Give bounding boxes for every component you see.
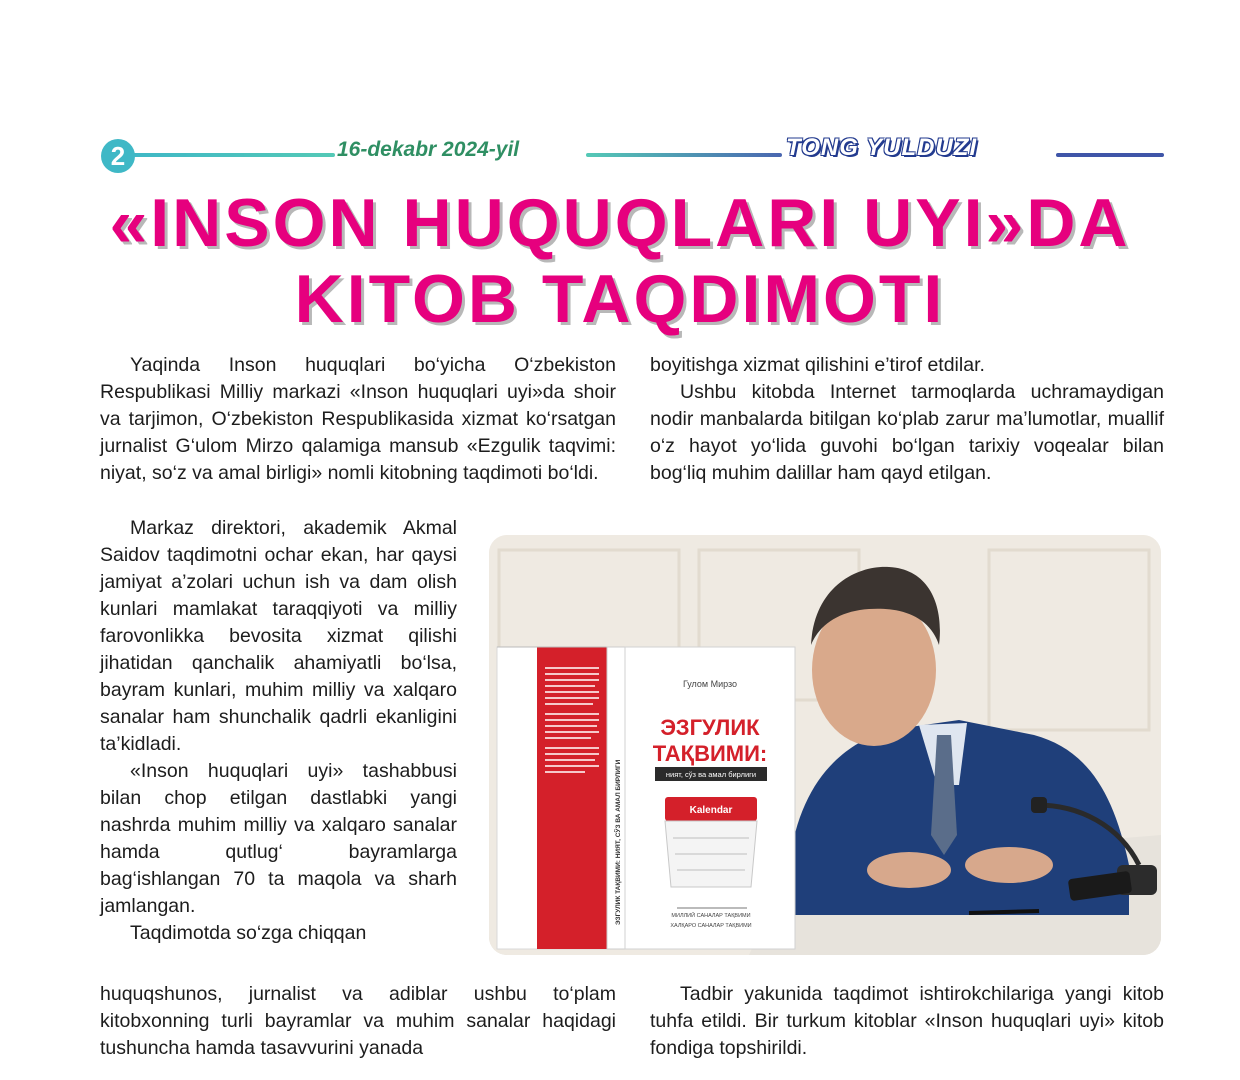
article-paragraph: boyitishga xizmat qilishini e’tirof etdilar.	[650, 354, 985, 376]
newspaper-masthead: TONG YULDUZI	[786, 134, 978, 161]
book-calendar-label: Kalendar	[689, 805, 733, 816]
article-paragraph: Markaz direktori, akademik Akmal Saidov taqdimotni ochar ekan, har qaysi jamiyat a’zolari uchun ish va dam olish kunlari mamlakat taraqqiyoti va milliy farovonlikka bevosita xizmat qilishi jihatidan qanchalik ahamiyatli bo‘lsa, bayram kunlari, muhim milliy va xalqaro sanalar ham shunchalik qadrli ekanligini ta’kidladi.	[100, 517, 457, 755]
article-column-1-narrow	[100, 515, 457, 947]
issue-date: 16-dekabr 2024-yil	[337, 138, 520, 161]
book-title-line-2: ТАҚВИМИ:	[652, 741, 768, 766]
book-spine-title: ЭЗГУЛИК ТАҚВИМИ: НИЯТ, СЎЗ ВА АМАЛ БИРЛИГИ	[615, 759, 622, 925]
book-footer-line-2: ХАЛҚАРО САНАЛАР ТАҚВИМИ	[670, 923, 752, 929]
article-column-1-top	[100, 352, 616, 487]
article-column-2-top	[650, 352, 1164, 487]
page-number: 2	[101, 139, 135, 173]
headline-line-2: KITOB TAQDIMOTI	[294, 261, 946, 337]
header-rule-left	[132, 153, 335, 157]
book-subtitle: ният, сўз ва амал бирлиги	[665, 770, 757, 779]
article-column-2-bottom	[650, 981, 1164, 1062]
article-paragraph: Ushbu kitobda Internet tarmoqlarda uchramaydigan nodir manbalarda bitilgan ko‘plab zarur ma’lumotlar, muallif o‘z hayot yo‘lida guvohi bo‘lgan tarixiy voqealar bilan bog‘liq muhim dalillar ham qayd etilgan.	[650, 381, 1164, 484]
article-headline	[0, 185, 1240, 337]
photo-illustration	[489, 535, 1161, 955]
headline-line-1: «INSON HUQUQLARI UYI»DA	[109, 185, 1131, 261]
book-title-line-1: ЭЗГУЛИК	[660, 715, 760, 740]
header-rule-right	[1056, 153, 1164, 157]
article-paragraph: Tadbir yakunida taqdimot ishtirokchilariga yangi kitob tuhfa etildi. Bir turkum kitoblar «Inson huquqlari uyi» kitob fondiga topshirildi.	[650, 983, 1164, 1059]
article-column-1-bottom	[100, 981, 616, 1062]
book-author: Гулом Мирзо	[682, 679, 738, 689]
header-rule-middle	[586, 153, 782, 157]
article-photo	[489, 535, 1161, 955]
article-paragraph: «Inson huquqlari uyi» tashabbusi bilan chop etilgan dastlabki yangi nashrda muhim milliy va xalqaro sanalar hamda qutlug‘ bayramlarga bag‘ishlangan 70 ta maqola va sharh jamlangan.	[100, 760, 457, 917]
book-footer-line-1: МИЛЛИЙ САНАЛАР ТАҚВИМИ	[671, 913, 751, 919]
article-paragraph: huquqshunos, jurnalist va adiblar ushbu to‘plam kitobxonning turli bayramlar va muhim sanalar haqidagi tushuncha hamda tasavvurini yanada	[100, 983, 616, 1059]
article-paragraph: Yaqinda Inson huquqlari bo‘yicha O‘zbekiston Respublikasi Milliy markazi «Inson huquqlari uyi»da shoir va tarjimon, O‘zbekiston Respublikasida xizmat ko‘rsatgan jurnalist G‘ulom Mirzo qalamiga mansub «Ezgulik taqvimi: niyat, so‘z va amal birligi» nomli kitobning taqdimoti bo‘ldi.	[100, 354, 616, 484]
article-paragraph: Taqdimotda so‘zga chiqqan	[130, 922, 367, 944]
